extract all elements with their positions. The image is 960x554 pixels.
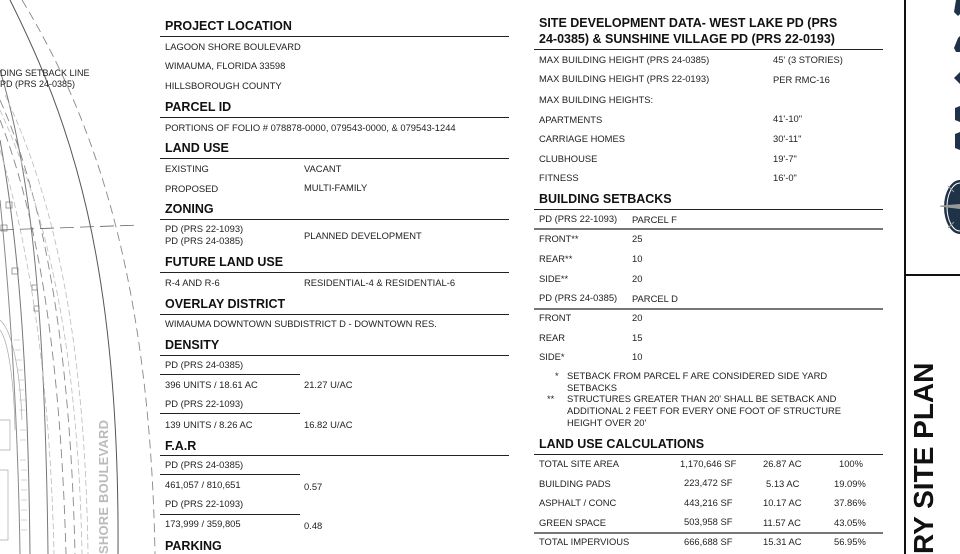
calc-label: BUILDING PADS — [539, 478, 611, 489]
site-dev-label: MAX BUILDING HEIGHTS: — [539, 94, 654, 105]
setback-value: 10 — [632, 351, 643, 362]
location-line: WIMAUMA, FLORIDA 33598 — [165, 60, 286, 71]
note-mark: * — [555, 370, 559, 381]
divider — [160, 314, 509, 315]
site-dev-value: 45' (3 STORIES) — [773, 54, 843, 65]
site-dev-value: 41'-10" — [773, 113, 803, 124]
land-use-heading: LAND USE — [165, 141, 229, 155]
calc-sf: 503,958 SF — [684, 516, 733, 527]
sheet-title: RY SITE PLAN — [908, 362, 939, 554]
divider — [160, 514, 300, 515]
calc-ac: 15.31 AC — [763, 536, 802, 547]
calc-ac: 11.57 AC — [763, 517, 801, 528]
zoning-value: PLANNED DEVELOPMENT — [304, 230, 422, 241]
site-development-heading-2: 24-0385) & SUNSHINE VILLAGE PD (PRS 22-0193) — [539, 32, 835, 46]
density-zone: PD (PRS 24-0385) — [165, 359, 244, 370]
divider — [534, 308, 883, 310]
location-line: HILLSBOROUGH COUNTY — [165, 80, 282, 91]
compass-icon — [940, 180, 960, 234]
land-use-calculations-heading: LAND USE CALCULATIONS — [539, 437, 705, 451]
setback-zone: PD (PRS 24-0385) — [539, 292, 618, 303]
title-block-divider — [904, 274, 960, 276]
setback-value: 15 — [632, 332, 643, 343]
land-use-label: EXISTING — [165, 163, 209, 174]
note-text: ADDITIONAL 2 FEET FOR EVERY ONE FOOT OF STRUCTURE — [567, 405, 841, 416]
calc-ac: 5.13 AC — [766, 478, 800, 489]
setback-zone: PD (PRS 22-1093) — [539, 213, 618, 224]
site-dev-label: MAX BUILDING HEIGHT (PRS 24-0385) — [539, 54, 710, 65]
calc-label: GREEN SPACE — [539, 517, 607, 528]
calc-pct: 56.95% — [834, 536, 866, 547]
calc-pct: 100% — [839, 458, 863, 469]
site-dev-value: 30'-11" — [773, 133, 802, 144]
zoning-label: PD (PRS 24-0385) — [165, 235, 244, 246]
divider — [160, 219, 509, 220]
divider — [534, 49, 883, 50]
calc-pct: 19.09% — [834, 478, 866, 489]
density-value: 21.27 U/AC — [304, 379, 353, 390]
note-text: HEIGHT OVER 20' — [567, 417, 647, 428]
calc-ac: 26.87 AC — [763, 458, 802, 469]
setback-label: REAR — [539, 332, 566, 343]
project-location-heading: PROJECT LOCATION — [165, 19, 292, 33]
divider — [160, 117, 509, 118]
building-setbacks-heading: BUILDING SETBACKS — [539, 192, 672, 206]
divider — [160, 158, 509, 159]
future-land-use-heading: FUTURE LAND USE — [165, 255, 284, 269]
land-use-value: VACANT — [304, 163, 342, 174]
divider — [160, 474, 300, 475]
density-heading: DENSITY — [165, 338, 220, 352]
far-value: 0.57 — [304, 481, 323, 492]
far-calc: 461,057 / 810,651 — [165, 479, 241, 490]
far-calc: 173,999 / 359,805 — [165, 518, 241, 529]
parking-heading: PARKING — [165, 539, 222, 553]
setback-line-note: DING SETBACK LINE — [0, 68, 90, 78]
setback-label: SIDE** — [539, 273, 569, 284]
overlay-district-heading: OVERLAY DISTRICT — [165, 297, 286, 311]
calc-pct: 37.86% — [834, 497, 866, 508]
divider — [160, 272, 509, 273]
land-use-value: MULTI-FAMILY — [304, 182, 368, 193]
calc-sf: 1,170,646 SF — [680, 458, 737, 469]
parcel-id-text: PORTIONS OF FOLIO # 078878-0000, 079543-0000, & 079543-1244 — [165, 122, 456, 133]
density-calc: 139 UNITS / 8.26 AC — [165, 419, 253, 430]
setback-label: FRONT — [539, 312, 572, 323]
site-dev-value: 16'-0" — [773, 172, 797, 183]
calc-label: ASPHALT / CONC — [539, 497, 617, 508]
note-text: STRUCTURES GREATER THAN 20' SHALL BE SETBACK AND — [567, 393, 837, 404]
setback-label: FRONT** — [539, 233, 579, 244]
density-calc: 396 UNITS / 18.61 AC — [165, 379, 258, 390]
setback-value: 20 — [632, 312, 643, 323]
density-value: 16.82 U/AC — [304, 419, 353, 430]
calc-pct: 43.05% — [834, 517, 866, 528]
far-heading: F.A.R — [165, 439, 197, 453]
site-development-heading: SITE DEVELOPMENT DATA- WEST LAKE PD (PRS — [539, 16, 838, 30]
overlay-district-text: WIMAUMA DOWNTOWN SUBDISTRICT D - DOWNTOWN RES. — [165, 318, 437, 329]
calc-ac: 10.17 AC — [763, 497, 802, 508]
setback-value: 10 — [632, 253, 643, 264]
divider — [160, 36, 509, 37]
zoning-label: PD (PRS 22-1093) — [165, 223, 244, 234]
setback-line-note-2: PD (PRS 24-0385) — [0, 79, 76, 89]
parcel-id-heading: PARCEL ID — [165, 100, 232, 114]
site-dev-label: CLUBHOUSE — [539, 153, 598, 164]
divider — [534, 454, 883, 455]
setback-label: REAR** — [539, 253, 573, 264]
divider — [160, 355, 509, 356]
note-mark: ** — [547, 393, 555, 404]
density-zone: PD (PRS 22-1093) — [165, 398, 244, 409]
zoning-heading: ZONING — [165, 202, 214, 216]
site-dev-label: APARTMENTS — [539, 114, 603, 125]
site-dev-value: 19'-7" — [773, 153, 797, 164]
land-use-label: PROPOSED — [165, 183, 219, 194]
divider — [160, 413, 300, 414]
divider — [534, 228, 883, 230]
calc-label: TOTAL SITE AREA — [539, 458, 620, 469]
note-text: SETBACK FROM PARCEL F ARE CONSIDERED SIDE YARD — [567, 370, 828, 381]
setback-label: SIDE* — [539, 351, 565, 362]
far-zone: PD (PRS 22-1093) — [165, 498, 244, 509]
divider — [160, 374, 300, 375]
site-dev-value: PER RMC-16 — [773, 74, 830, 85]
divider — [534, 532, 883, 534]
company-logo — [940, 0, 960, 250]
calc-sf: 666,688 SF — [684, 536, 733, 547]
calc-label: TOTAL IMPERVIOUS — [539, 536, 630, 547]
site-dev-label: CARRIAGE HOMES — [539, 133, 625, 144]
setback-value: 20 — [632, 273, 643, 284]
setback-parcel: PARCEL D — [632, 293, 678, 304]
far-value: 0.48 — [304, 520, 323, 531]
setback-value: 25 — [632, 233, 643, 244]
note-text: SETBACKS — [567, 382, 618, 393]
site-dev-label: FITNESS — [539, 172, 579, 183]
road-label: SHORE BOULEVARD — [96, 419, 111, 554]
calc-sf: 443,216 SF — [684, 497, 733, 508]
divider — [160, 455, 509, 456]
site-dev-label: MAX BUILDING HEIGHT (PRS 22-0193) — [539, 73, 710, 84]
setback-parcel: PARCEL F — [632, 214, 677, 225]
calc-sf: 223,472 SF — [684, 477, 733, 488]
future-land-use-value: RESIDENTIAL-4 & RESIDENTIAL-6 — [304, 277, 456, 288]
future-land-use-label: R-4 AND R-6 — [165, 277, 220, 288]
divider — [534, 209, 883, 210]
location-line: LAGOON SHORE BOULEVARD — [165, 41, 301, 52]
far-zone: PD (PRS 24-0385) — [165, 459, 244, 470]
